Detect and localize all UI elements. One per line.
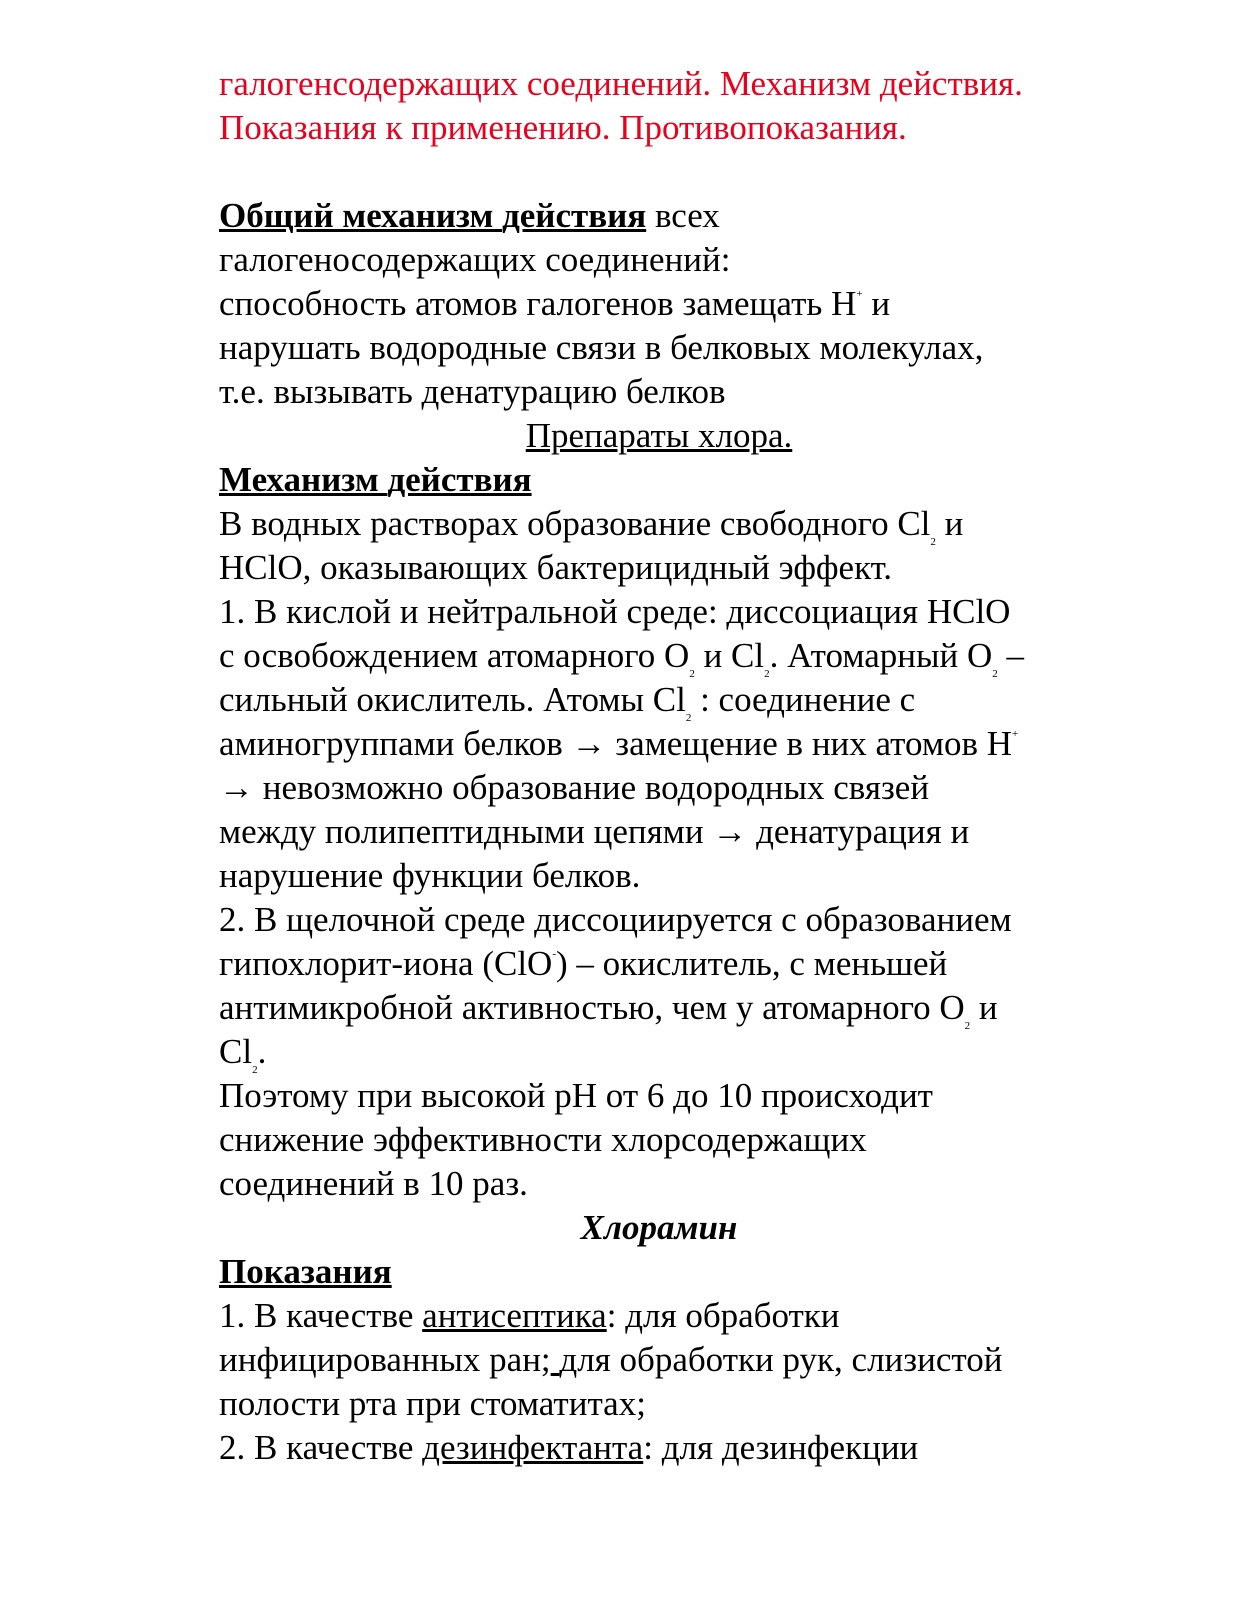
mech-title-part2: действия: [387, 460, 532, 499]
p2-l4-a: аминогруппами белков → замещение в них атомов Н: [219, 724, 1013, 763]
chlorine-p4-line-1: Поэтому при высокой pH от 6 до 10 происходит: [219, 1076, 933, 1115]
i1-b: : для обработки: [606, 1296, 840, 1335]
chlorine-p1-line-2: HClO, оказывающих бактерицидный эффект.: [219, 548, 893, 587]
general-title-rest: всех: [646, 196, 720, 235]
chlorine-p3-line-2: [219, 942, 1099, 986]
general-line-3-end: и: [862, 284, 891, 323]
p3-l4-b: .: [257, 1032, 267, 1071]
p2-l3-b: : соединение с: [691, 680, 916, 719]
subscript-2: 2: [685, 712, 692, 724]
general-mechanism-title: [219, 194, 1099, 238]
p2-l2-d: –: [997, 636, 1025, 675]
indication-line-3: полости рта при стоматитах;: [219, 1384, 646, 1423]
indication-line-2: [219, 1338, 1099, 1382]
chlorine-p2-line-4: [219, 722, 1099, 766]
chlorine-p2-line-6: между полипептидными цепями → денатурация и: [219, 812, 970, 851]
subscript-2: 2: [252, 1064, 258, 1076]
i4-underlined: дезинфектанта: [422, 1428, 644, 1467]
p2-l3-a: сильный окислитель. Атомы Cl: [219, 680, 686, 719]
general-line-3: [219, 282, 1099, 326]
heading-line-1: галогенсодержащих соединений. Механизм действия.: [219, 64, 1023, 103]
superscript-plus: +: [856, 288, 863, 300]
chlorine-mechanism-title: [219, 458, 1099, 502]
chlorine-p2-line-3: [219, 678, 1099, 722]
general-title-part2: действия: [502, 196, 647, 235]
subscript-2: 2: [964, 1020, 971, 1032]
heading-line-2: Показания к применению. Противопоказания.: [219, 108, 907, 147]
p3-l2-a: гипохлорит-иона (ClO: [219, 944, 553, 983]
p1-l1-text: В водных растворах образование свободного Cl: [219, 504, 931, 543]
chlorine-p1-line-1: [219, 502, 1099, 546]
p3-l2-b: ) – окислитель, с меньшей: [556, 944, 948, 983]
subscript-2: 2: [930, 536, 936, 548]
p3-l3-a: антимикробной активностью, чем у атомарного О: [219, 988, 965, 1027]
mech-title-part1: Механизм: [219, 460, 388, 499]
indications-title: [219, 1250, 1099, 1294]
chlorine-section-title: [219, 414, 1099, 458]
chlorine-p2-line-2: [219, 634, 1099, 678]
chlorine-p3-line-3: [219, 986, 1099, 1030]
i1-a: 1. В качестве: [219, 1296, 423, 1335]
p2-l2-a: с освобождением атомарного О: [219, 636, 690, 675]
indications-title-text: Показания: [219, 1252, 392, 1291]
chloramine-title-text: Хлорамин: [580, 1208, 738, 1247]
subscript-2: 2: [689, 668, 695, 680]
general-title-part1: Общий механизм: [219, 196, 503, 235]
chlorine-section-title-text: Препараты хлора.: [525, 416, 793, 455]
superscript-minus: -: [552, 948, 557, 960]
superscript-plus: +: [1012, 728, 1019, 740]
chloramine-title: [219, 1206, 1099, 1250]
general-line-5: т.е. вызывать денатурацию белков: [219, 372, 726, 411]
document-page: [219, 62, 1099, 1470]
blank-line: [219, 150, 1099, 194]
indication-line-4: [219, 1426, 1099, 1470]
general-line-3-text: способность атомов галогенов замещать Н: [219, 284, 857, 323]
p2-l2-b: и Cl: [694, 636, 765, 675]
p3-l4-a: Cl: [219, 1032, 253, 1071]
chlorine-p2-line-7: нарушение функции белков.: [219, 856, 641, 895]
general-line-2: галогеносодержащих соединений:: [219, 240, 731, 279]
chlorine-p4-line-2: снижение эффективности хлорсодержащих: [219, 1120, 867, 1159]
general-line-4: нарушать водородные связи в белковых молекулах,: [219, 328, 984, 367]
i4-a: 2. В качестве: [219, 1428, 423, 1467]
i2-a: инфицированных ран;: [219, 1340, 551, 1379]
indication-line-1: [219, 1294, 1099, 1338]
p3-l3-b: и: [970, 988, 998, 1027]
p2-l2-c: . Атомарный О: [769, 636, 993, 675]
i1-underlined: антисептика: [422, 1296, 607, 1335]
subscript-2: 2: [992, 668, 998, 680]
i4-b: : для дезинфекции: [643, 1428, 919, 1467]
chlorine-p4-line-3: соединений в 10 раз.: [219, 1164, 528, 1203]
subscript-2: 2: [764, 668, 770, 680]
chlorine-p3-line-4: [219, 1030, 1099, 1074]
chlorine-p2-line-1: 1. В кислой и нейтральной среде: диссоциация HClO: [219, 592, 1011, 631]
chlorine-p3-line-1: 2. В щелочной среде диссоциируется с образованием: [219, 900, 1012, 939]
i2-b: для обработки рук, слизистой: [559, 1340, 1003, 1379]
chlorine-p2-line-5: → невозможно образование водородных связей: [219, 768, 930, 807]
p1-l1-end: и: [935, 504, 964, 543]
